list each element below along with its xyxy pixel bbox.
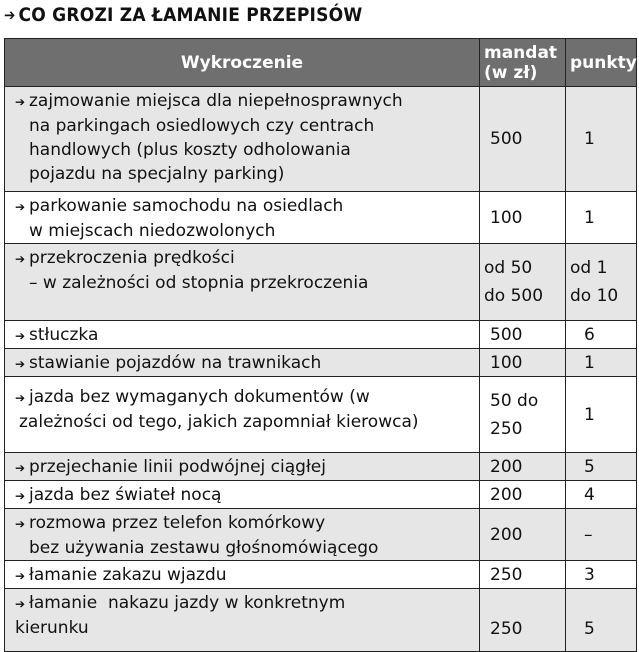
page-title-text: CO GROZI ZA ŁAMANIE PRZEPISÓW	[18, 4, 363, 26]
arrow-right-icon: ➔	[15, 200, 26, 214]
page-title	[4, 2, 362, 28]
offense-text: – w zależności od stopnia przekroczenia	[29, 273, 369, 293]
table-row	[5, 192, 637, 244]
table-row	[5, 509, 637, 561]
fine-cell: 200	[480, 453, 566, 481]
fine-cell: 500	[480, 321, 566, 349]
header-fine	[480, 39, 566, 87]
offense-cell	[5, 349, 480, 377]
points-cell: 1	[566, 349, 637, 377]
offense-text: zajmowanie miejsca dla niepełnosprawnych	[29, 91, 403, 111]
offense-text: w miejscach niedozwolonych	[29, 221, 276, 241]
arrow-right-icon: ➔	[15, 391, 26, 405]
fine-cell: 100	[480, 349, 566, 377]
offense-cell	[5, 244, 480, 321]
offense-cell	[5, 192, 480, 244]
offense-text: jazda bez świateł nocą	[29, 485, 222, 505]
arrow-right-icon: ➔	[15, 461, 26, 475]
fine-line: 250	[490, 418, 523, 439]
offense-text: stłuczka	[29, 325, 99, 345]
arrow-right-icon: ➔	[15, 489, 26, 503]
table-row	[5, 244, 637, 321]
fine-cell: 100	[480, 192, 566, 244]
points-line: do 10	[570, 286, 619, 306]
offense-text: kierunku	[15, 618, 89, 638]
points-cell: 1	[566, 377, 637, 453]
arrow-right-icon: ➔	[4, 6, 16, 24]
arrow-right-icon: ➔	[15, 329, 26, 343]
offense-text: zależności od tego, jakich zapomniał kierowca)	[19, 412, 419, 432]
fine-cell: 250	[480, 589, 566, 652]
offense-text: jazda bez wymaganych dokumentów (w	[29, 387, 370, 407]
points-cell: 1	[566, 192, 637, 244]
fine-line: 50 do	[490, 390, 539, 411]
offense-text: na parkingach osiedlowych czy centrach	[29, 116, 375, 136]
fine-cell	[480, 244, 566, 321]
points-cell	[566, 244, 637, 321]
arrow-right-icon: ➔	[15, 517, 26, 531]
offense-cell	[5, 377, 480, 453]
offense-text: parkowanie samochodu na osiedlach	[29, 196, 344, 216]
offense-text: łamanie nakazu jazdy w konkretnym	[29, 593, 346, 613]
arrow-right-icon: ➔	[15, 357, 26, 371]
offense-text: przekroczenia prędkości	[29, 248, 235, 268]
arrow-right-icon: ➔	[15, 95, 26, 109]
offense-cell	[5, 321, 480, 349]
offense-text: handlowych (plus koszty odholowania	[29, 140, 351, 160]
points-cell: 4	[566, 481, 637, 509]
offense-cell	[5, 481, 480, 509]
offense-text: bez używania zestawu głośnomówiącego	[29, 538, 379, 558]
fine-cell: 200	[480, 481, 566, 509]
offense-cell	[5, 561, 480, 589]
table-row	[5, 349, 637, 377]
offense-cell	[5, 509, 480, 561]
offense-cell	[5, 87, 480, 192]
fine-cell: 200	[480, 509, 566, 561]
offense-cell	[5, 453, 480, 481]
points-cell: 3	[566, 561, 637, 589]
table-row	[5, 453, 637, 481]
points-cell: 6	[566, 321, 637, 349]
header-fine-line1: mandat	[484, 42, 558, 63]
table-header-row	[5, 39, 637, 87]
table-row	[5, 481, 637, 509]
offense-text: łamanie zakazu wjazdu	[29, 565, 227, 585]
header-points: punkty	[566, 39, 637, 87]
points-cell: 1	[566, 87, 637, 192]
points-cell: 5	[566, 453, 637, 481]
arrow-right-icon: ➔	[15, 569, 26, 583]
offense-text: przejechanie linii podwójnej ciągłej	[29, 457, 326, 477]
fine-cell: 500	[480, 87, 566, 192]
points-line: od 1	[570, 258, 608, 278]
table-row	[5, 561, 637, 589]
table-row	[5, 87, 637, 192]
points-cell: –	[566, 509, 637, 561]
header-offense: Wykroczenie	[5, 39, 480, 87]
fine-cell	[480, 377, 566, 453]
offense-text: stawianie pojazdów na trawnikach	[29, 353, 322, 373]
fine-cell: 250	[480, 561, 566, 589]
penalties-table	[4, 38, 637, 652]
arrow-right-icon: ➔	[15, 597, 26, 611]
arrow-right-icon: ➔	[15, 252, 26, 266]
offense-text: rozmowa przez telefon komórkowy	[29, 513, 326, 533]
table-row	[5, 589, 637, 652]
offense-cell	[5, 589, 480, 652]
points-cell: 5	[566, 589, 637, 652]
fine-line: do 500	[484, 286, 544, 306]
header-fine-line2: (w zł)	[484, 62, 538, 83]
table-row	[5, 321, 637, 349]
table-row	[5, 377, 637, 453]
offense-text: pojazdu na specjalny parking)	[29, 164, 285, 184]
fine-line: od 50	[484, 258, 533, 278]
